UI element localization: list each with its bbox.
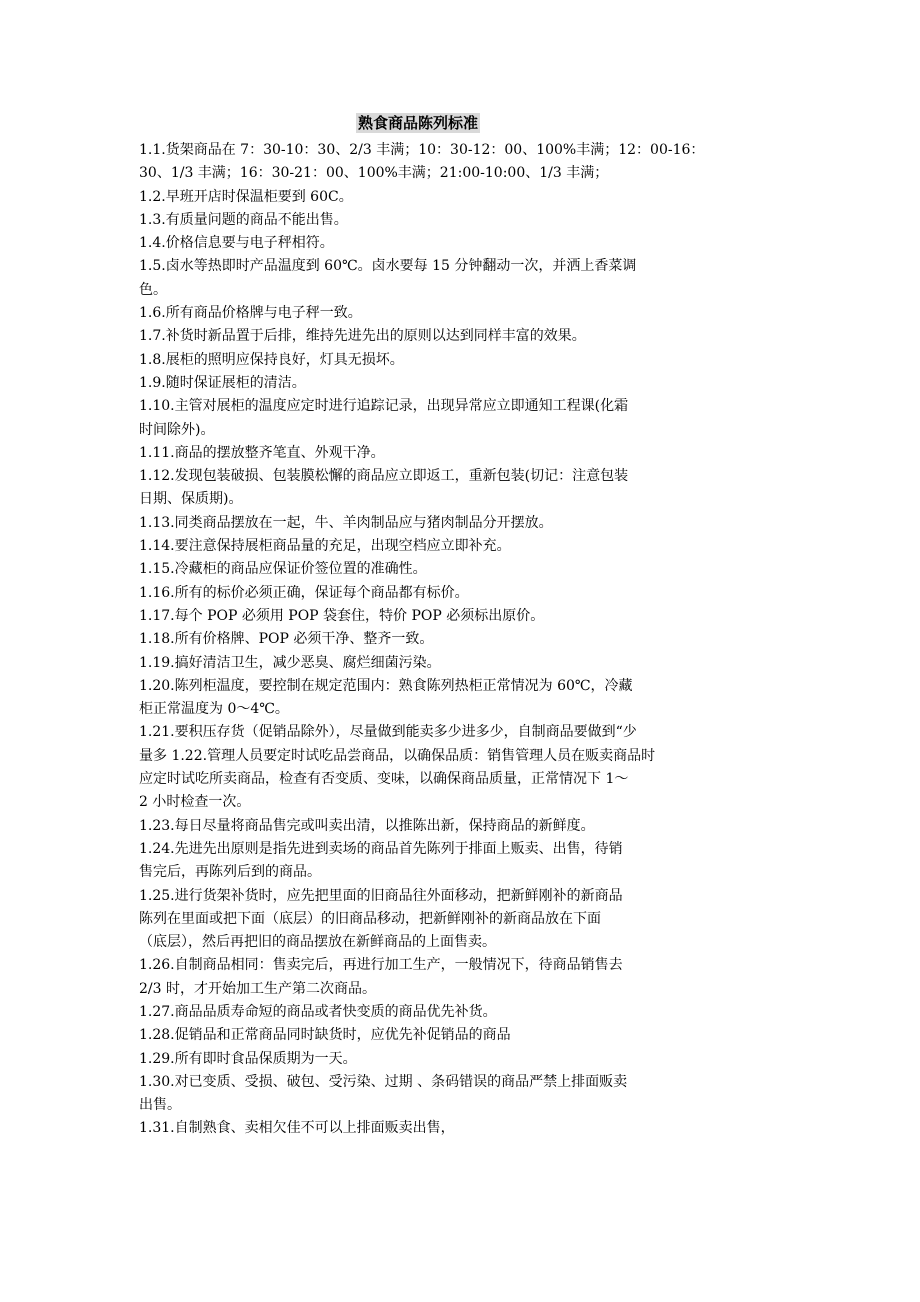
text-line: 出售。	[139, 1097, 181, 1114]
text-line: 1.4.价格信息要与电子秤相符。	[139, 235, 334, 252]
text-line: 1.12.发现包装破损、包装膜松懈的商品应立即返工，重新包装(切记：注意包装	[139, 468, 629, 485]
text-line: 量多 1.22.管理人员要定时试吃品尝商品，以确保品质：销售管理人员在贩卖商品时	[139, 747, 656, 764]
text-line: 1.29.所有即时食品保质期为一天。	[139, 1050, 357, 1067]
text-line: 30、1/3 丰满；16：30-21：00、100%丰满；21:00-10:00、1/3 丰满；	[139, 165, 609, 182]
text-line: 1.31.自制熟食、卖相欠佳不可以上排面贩卖出售，	[139, 1120, 455, 1137]
text-line: 1.17.每个 POP 必须用 POP 袋套住，特价 POP 必须标出原价。	[139, 607, 545, 624]
text-line: 1.2.早班开店时保温柜要到 60C。	[139, 188, 353, 205]
text-line: 1.23.每日尽量将商品售完或叫卖出清，以推陈出新，保持商品的新鲜度。	[139, 817, 595, 834]
text-line: 1.20.陈列柜温度，要控制在规定范围内：熟食陈列热柜正常情况为 60℃，冷藏	[139, 677, 633, 694]
text-line: 1.10.主管对展柜的温度应定时进行追踪记录，出现异常应立即通知工程课(化霜	[139, 398, 629, 415]
text-line: 1.14.要注意保持展柜商品量的充足，出现空档应立即补充。	[139, 538, 511, 555]
text-line: 时间除外)。	[139, 421, 215, 438]
text-line: 1.30.对已变质、受损、破包、受污染、过期 、条码错误的商品严禁上排面贩卖	[139, 1073, 628, 1090]
text-line: 1.27.商品品质寿命短的商品或者快变质的商品优先补货。	[139, 1003, 497, 1020]
text-line: 1.24.先进先出原则是指先进到卖场的商品首先陈列于排面上贩卖、出售，待销	[139, 840, 623, 857]
text-line: 1.21.要积压存货（促销品除外），尽量做到能卖多少进多少，自制商品要做到“少	[139, 724, 637, 741]
text-line: 1.3.有质量问题的商品不能出售。	[139, 211, 348, 228]
text-line: 色。	[139, 281, 167, 298]
document-title	[0, 112, 836, 134]
document-title-text: 熟食商品陈列标准	[357, 114, 478, 132]
text-line: 陈列在里面或把下面（底层）的旧商品移动，把新鲜刚补的新商品放在下面	[139, 910, 601, 927]
text-line: 2/3 时，才开始加工生产第二次商品。	[139, 980, 376, 997]
text-line: 1.5.卤水等热即时产品温度到 60℃。卤水要每 15 分钟翻动一次，并洒上香菜调	[139, 258, 637, 275]
document-body	[139, 139, 709, 1141]
text-line: 1.8.展柜的照明应保持良好，灯具无损坏。	[139, 351, 404, 368]
text-line: 1.13.同类商品摆放在一起，牛、羊肉制品应与猪肉制品分开摆放。	[139, 514, 553, 531]
text-line: 1.25.进行货架补货时，应先把里面的旧商品往外面移动，把新鲜刚补的新商品	[139, 887, 623, 904]
text-line: 2 小时检查一次。	[139, 794, 251, 811]
text-line: 1.28.促销品和正常商品同时缺货时，应优先补促销品的商品	[139, 1027, 511, 1044]
text-line: 应定时试吃所卖商品，检查有否变质、变味，以确保商品质量，正常情况下 1～	[139, 771, 629, 788]
text-line: 1.6.所有商品价格牌与电子秤一致。	[139, 305, 362, 322]
text-line: 1.19.搞好清洁卫生，减少恶臭、腐烂细菌污染。	[139, 654, 441, 671]
text-line: 1.7.补货时新品置于后排，维持先进先出的原则以达到同样丰富的效果。	[139, 328, 586, 345]
text-line: 售完后，再陈列后到的商品。	[139, 864, 321, 881]
text-line: 1.15.冷藏柜的商品应保证价签位置的准确性。	[139, 561, 427, 578]
text-line: 1.16.所有的标价必须正确，保证每个商品都有标价。	[139, 584, 469, 601]
text-line: 柜正常温度为 0～4℃。	[139, 701, 289, 718]
text-line: 1.18.所有价格牌、POP 必须干净、整齐一致。	[139, 631, 434, 648]
text-line: 日期、保质期)。	[139, 491, 243, 508]
text-line: （底层），然后再把旧的商品摆放在新鲜商品的上面售卖。	[139, 934, 496, 951]
text-line: 1.9.随时保证展柜的清洁。	[139, 374, 306, 391]
text-line: 1.11.商品的摆放整齐笔直、外观干净。	[139, 444, 385, 461]
text-line: 1.26.自制商品相同：售卖完后，再进行加工生产，一般情况下，待商品销售去	[139, 957, 623, 974]
text-line: 1.1.货架商品在 7：30-10：30、2/3 丰满；10：30-12：00、100%丰满；12：00-16：	[139, 142, 705, 158]
